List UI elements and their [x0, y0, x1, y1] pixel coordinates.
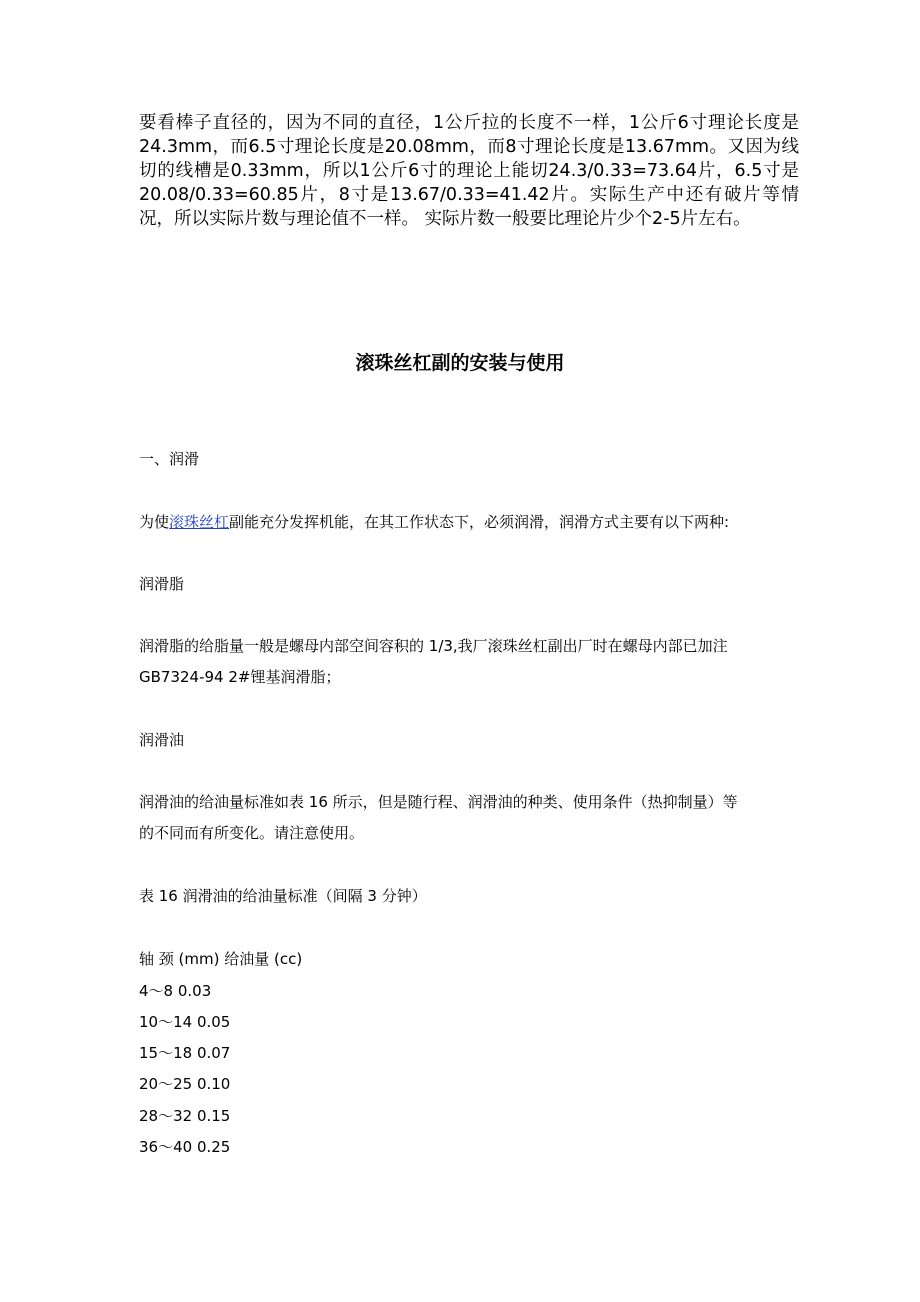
table-row: 20～25 0.10	[139, 1075, 231, 1093]
lubrication-intro-prefix: 为使	[139, 513, 170, 531]
ball-screw-link[interactable]: 滚珠丝杠	[169, 513, 230, 531]
table-row: 36～40 0.25	[139, 1138, 231, 1156]
page-title: 滚珠丝杠副的安装与使用	[355, 352, 565, 374]
grease-text-line-1: 润滑脂的给脂量一般是螺母内部空间容积的 1/3,我厂滚珠丝杠副出厂时在螺母内部已加注	[139, 637, 728, 655]
table-caption: 表 16 润滑油的给油量标准（间隔 3 分钟）	[139, 887, 427, 905]
table-row: 4～8 0.03	[139, 982, 212, 1000]
oil-text-line-1: 润滑油的给油量标准如表 16 所示，但是随行程、润滑油的种类、使用条件（热抑制量）等	[139, 793, 738, 811]
grease-text-line-2: GB7324-94 2#锂基润滑脂；	[139, 668, 341, 686]
section-heading-lubrication: 一、润滑	[139, 450, 200, 468]
table-row: 15～18 0.07	[139, 1044, 231, 1062]
oil-text-line-2: 的不同而有所变化。请注意使用。	[139, 824, 365, 842]
lubrication-intro	[139, 512, 729, 532]
lubrication-intro-suffix: 副能充分发挥机能，在其工作状态下，必须润滑，润滑方式主要有以下两种:	[229, 513, 730, 531]
intro-paragraph: 要看棒子直径的，因为不同的直径，1公斤拉的长度不一样，1公斤6寸理论长度是24.3mm，而6.5寸理论长度是20.08mm，而8寸理论长度是13.67mm。又因为线切的线槽是0.33mm，所以1公斤6寸的理论上能切24.3/0.33=73.64片，6.5寸是20.08/0.33=60.85片，8寸是13.67/0.33=41.42片。实际生产中还有破片等情况，所以实际片数与理论值不一样。 实际片数一般要比理论片少个2-5片左右。	[139, 113, 799, 229]
oil-heading: 润滑油	[139, 731, 185, 749]
table-row: 10～14 0.05	[139, 1013, 231, 1031]
table-row: 28～32 0.15	[139, 1107, 231, 1125]
grease-heading: 润滑脂	[139, 575, 185, 593]
table-header: 轴 颈 (mm) 给油量 (cc)	[139, 950, 303, 968]
